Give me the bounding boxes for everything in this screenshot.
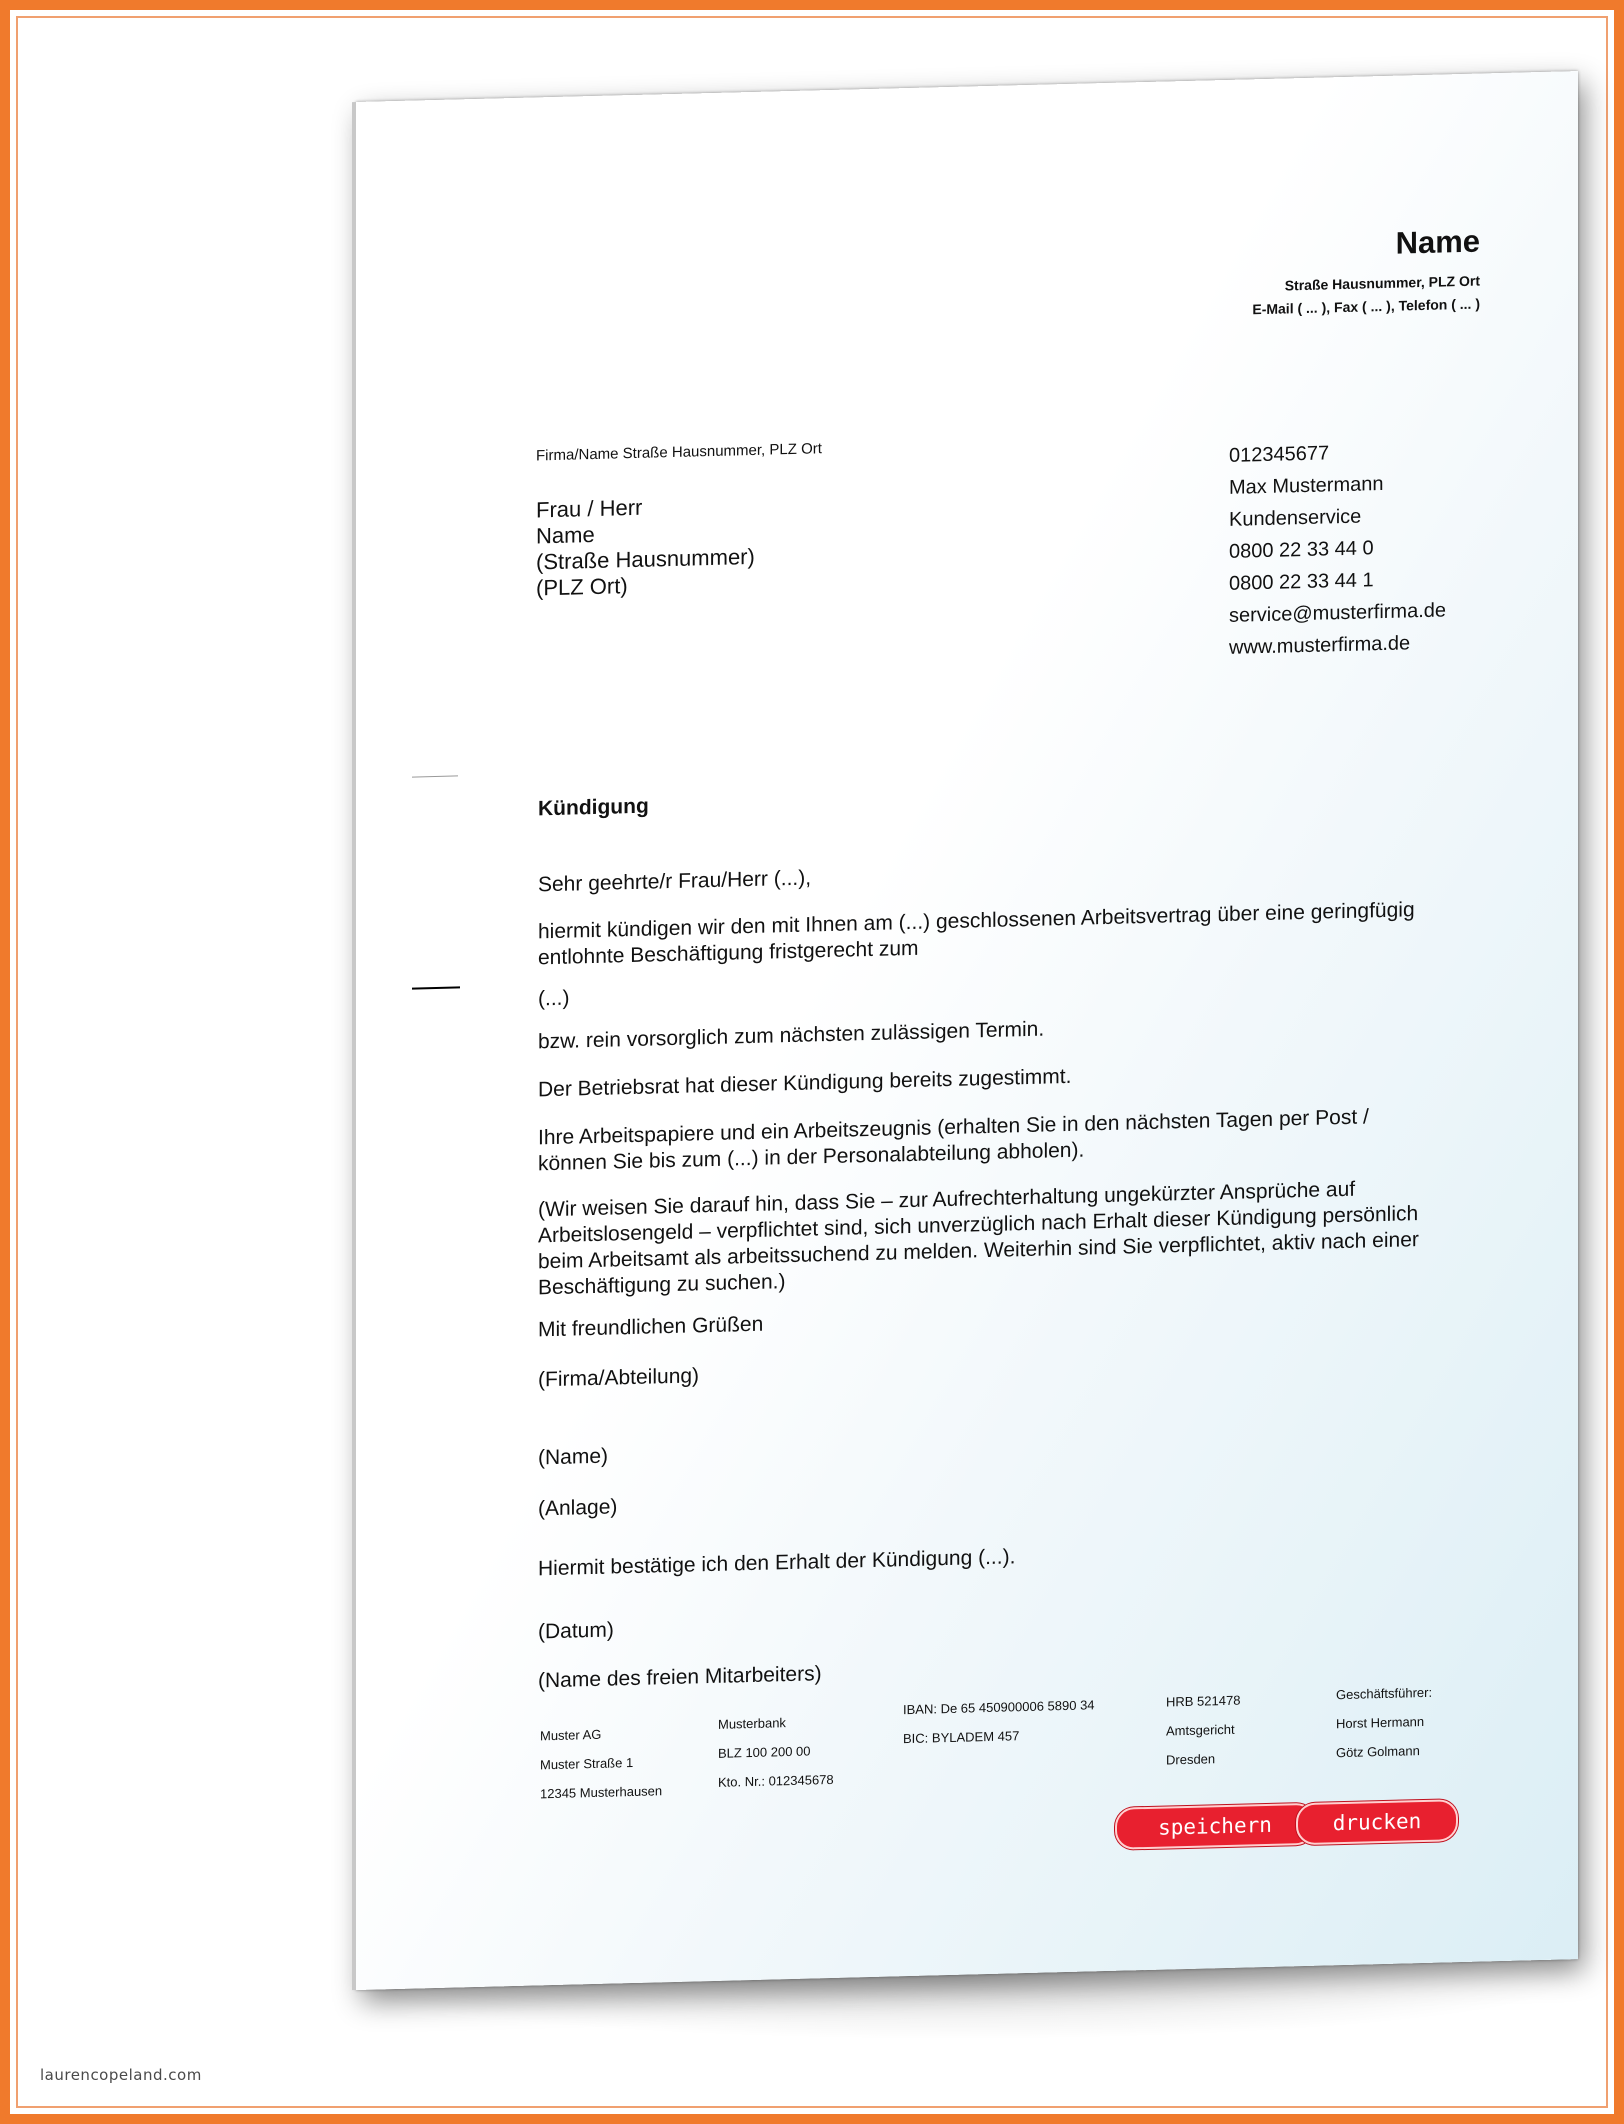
contact-reference-number: 012345677 [1229, 442, 1330, 467]
recipient-street: (Straße Hausnummer) [536, 543, 755, 575]
footer-management [1336, 1678, 1432, 1767]
closing: Mit freundlichen Grüßen [538, 1312, 764, 1342]
contact-website: www.musterfirma.de [1229, 632, 1411, 659]
contact-fax: 0800 22 33 44 1 [1229, 569, 1374, 595]
print-button[interactable]: drucken [1296, 1799, 1458, 1845]
body-paragraph: Ihre Arbeitspapiere und ein Arbeitszeugnis (erhalten Sie in den nächsten Tagen per Post / können Sie bis zum (...) in der Personalabteilung abholen). [538, 1105, 1369, 1176]
footer-manager: Horst Hermann [1336, 1713, 1425, 1732]
footer-bank-name: Musterbank [718, 1715, 786, 1732]
company-placeholder: (Firma/Abteilung) [538, 1364, 700, 1392]
punch-mark [412, 986, 460, 989]
confirmation-line: Hiermit bestätige ich den Erhalt der Kündigung (...). [538, 1545, 1016, 1581]
save-button[interactable]: speichern [1115, 1803, 1315, 1850]
footer-company [540, 1718, 662, 1808]
fold-mark [412, 775, 458, 777]
body-paragraph: hiermit kündigen wir den mit Ihnen am (...) geschlossenen Arbeitsvertrag über eine geringfügig entlohnte Beschäftigung fristgerecht zum [538, 898, 1415, 970]
footer-management-label: Geschäftsführer: [1336, 1684, 1433, 1703]
body-paragraph: bzw. rein vorsorglich zum nächsten zulässigen Termin. [538, 1017, 1045, 1054]
footer-manager: Götz Golmann [1336, 1743, 1420, 1761]
sender-name: Name [1395, 223, 1480, 261]
attachment-placeholder: (Anlage) [538, 1495, 618, 1521]
contact-phone: 0800 22 33 44 0 [1229, 537, 1374, 563]
recipient-city: (PLZ Ort) [536, 573, 628, 601]
recipient-block [536, 492, 755, 602]
body-paragraph: (Wir weisen Sie darauf hin, dass Sie – zur Aufrechterhaltung ungekürzter Ansprüche auf Arbeitslosengeld – verpflichtet sind, sich unverzüglich nach Erhalt dieser Kündigung persönlich beim Arbeitsamt als arbeitssuchend zu melden. Weiterhin sind Sie verpflichtet, aktiv nach einer Beschäftigung zu suchen.) [538, 1177, 1419, 1300]
recipient-salutation: Frau / Herr [536, 494, 643, 523]
footer-court: Amtsgericht [1166, 1721, 1235, 1739]
footer-company-city: 12345 Musterhausen [540, 1783, 663, 1802]
contact-person: Max Mustermann [1229, 472, 1384, 499]
contact-department: Kundenservice [1229, 505, 1362, 531]
footer-bank-code: BLZ 100 200 00 [718, 1743, 811, 1761]
letter-sheet [356, 71, 1578, 1990]
date-placeholder: (Datum) [538, 1618, 614, 1644]
footer-iban-number: IBAN: De 65 450900006 5890 34 [903, 1697, 1095, 1718]
footer-account-number: Kto. Nr.: 012345678 [718, 1771, 834, 1790]
employee-placeholder: (Name des freien Mitarbeiters) [538, 1662, 822, 1693]
recipient-name: Name [536, 521, 595, 549]
contact-email: service@musterfirma.de [1229, 599, 1447, 627]
return-address-line: Firma/Name Straße Hausnummer, PLZ Ort [536, 440, 822, 465]
watermark-text: laurencopeland.com [40, 2066, 202, 2084]
footer-iban [903, 1690, 1095, 1753]
footer-hrb: HRB 521478 [1166, 1692, 1241, 1710]
name-placeholder: (Name) [538, 1444, 609, 1470]
footer-company-name: Muster AG [540, 1726, 602, 1744]
footer-bank [718, 1707, 834, 1797]
footer-register [1166, 1686, 1240, 1775]
letter-subject: Kündigung [538, 794, 649, 821]
footer-court-city: Dresden [1166, 1751, 1216, 1768]
salutation: Sehr geehrte/r Frau/Herr (...), [538, 866, 812, 897]
contact-block [1229, 434, 1446, 663]
body-paragraph: (...) [538, 986, 570, 1011]
body-paragraph: Der Betriebsrat hat dieser Kündigung bereits zugestimmt. [538, 1064, 1072, 1102]
sender-address: Straße Hausnummer, PLZ Ort [1284, 272, 1480, 294]
footer-bic: BIC: BYLADEM 457 [903, 1728, 1020, 1747]
footer-company-street: Muster Straße 1 [540, 1754, 634, 1773]
sender-contact: E-Mail ( ... ), Fax ( ... ), Telefon ( ... ) [1252, 295, 1480, 318]
